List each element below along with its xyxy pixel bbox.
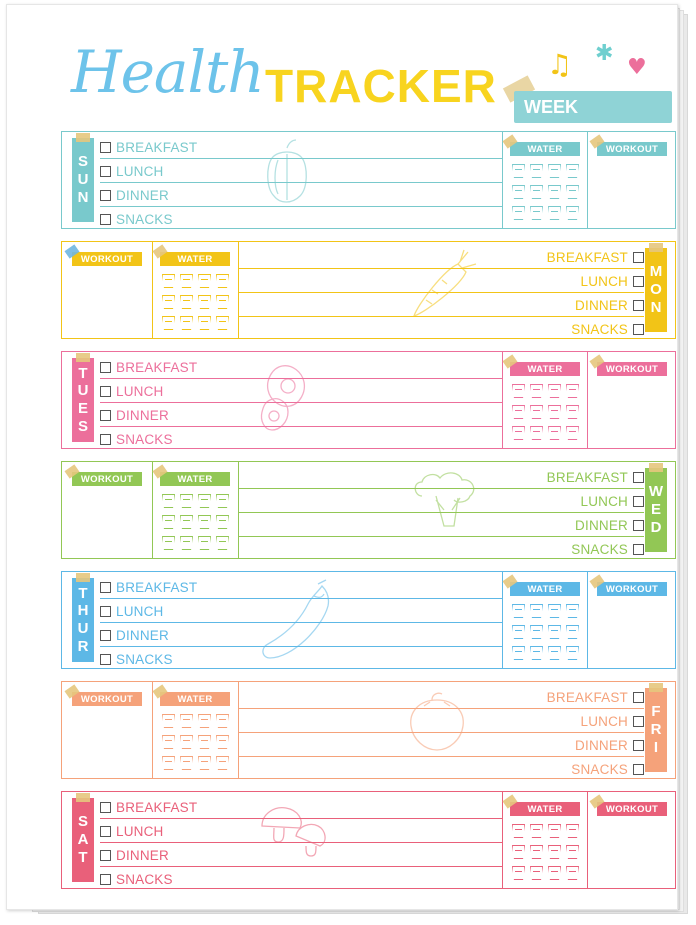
meal-checkbox[interactable] [633,496,644,507]
meal-checkbox[interactable] [100,214,111,225]
water-cup-icon[interactable] [162,274,175,288]
tab-tape [76,793,90,802]
day-tab-wed [645,468,667,552]
tab-tape [76,133,90,142]
day-block-thur [61,571,676,669]
day-letter: H [77,602,89,620]
water-label [510,802,580,816]
water-cups [162,714,230,770]
water-cup-icon[interactable] [530,604,543,618]
meal-label: LUNCH [580,493,628,509]
meal-checkbox[interactable] [633,740,644,751]
water-cup-icon[interactable] [198,515,211,529]
meal-checkbox[interactable] [633,324,644,335]
meal-label: LUNCH [580,273,628,289]
water-cup-icon[interactable] [548,625,561,639]
column-divider [502,792,503,888]
meal-label: DINNER [575,297,628,313]
day-letter: D [650,518,662,536]
meal-checkbox[interactable] [100,582,111,593]
water-cup-icon[interactable] [548,604,561,618]
water-label-text: WATER [177,473,213,485]
day-letter: U [77,382,89,400]
meal-checkbox[interactable] [100,850,111,861]
day-tab-mon [645,248,667,332]
water-cup-icon[interactable] [566,426,579,440]
water-label [510,582,580,596]
water-label-text: WATER [527,803,563,815]
label-tape [503,354,518,368]
avocado-icon [252,356,332,441]
day-tab-thur [72,578,94,662]
water-cup-icon[interactable] [566,164,579,178]
meal-label: SNACKS [571,761,628,777]
day-letter: R [77,637,89,655]
water-cup-icon[interactable] [548,824,561,838]
water-cup-icon[interactable] [216,274,229,288]
water-cup-icon[interactable] [198,735,211,749]
workout-label-text: WORKOUT [80,473,134,485]
week-field[interactable] [514,91,672,123]
water-cup-icon[interactable] [512,405,525,419]
water-cup-icon[interactable] [530,646,543,660]
meal-label: SNACKS [116,211,173,227]
meal-checkbox[interactable] [100,386,111,397]
mushroom-icon [252,796,342,871]
day-letter: O [650,281,662,299]
workout-label [72,252,142,266]
water-cup-icon[interactable] [180,536,193,550]
workout-label-text: WORKOUT [80,253,134,265]
water-label [510,362,580,376]
day-letter: E [77,400,88,417]
day-block-fri [61,681,676,779]
water-cup-icon[interactable] [530,164,543,178]
workout-label-text: WORKOUT [605,803,659,815]
column-divider [587,792,588,888]
label-tape [503,134,518,148]
column-divider [238,462,239,558]
water-cup-icon[interactable] [548,185,561,199]
water-cup-icon[interactable] [180,735,193,749]
flower-icon: ✱ [595,41,614,66]
heart-icon: ♥ [627,55,647,80]
water-cup-icon[interactable] [512,824,525,838]
day-block-mon [61,241,676,339]
column-divider [238,242,239,338]
water-cup-icon[interactable] [162,316,175,330]
tab-tape [649,243,663,252]
day-letter: T [78,364,88,382]
column-divider [238,682,239,778]
tab-tape [649,683,663,692]
tab-tape [76,353,90,362]
water-cup-icon[interactable] [216,756,229,770]
meal-checkbox[interactable] [100,434,111,445]
water-cup-icon[interactable] [566,206,579,220]
label-tape [65,464,80,478]
meal-label: BREAKFAST [116,579,198,595]
water-cups [162,494,230,550]
meal-label: BREAKFAST [546,249,628,265]
water-cup-icon[interactable] [162,494,175,508]
workout-label-text: WORKOUT [605,143,659,155]
column-divider [152,462,153,558]
pepper-icon [252,136,322,211]
label-tape [153,464,168,478]
water-cup-icon[interactable] [180,274,193,288]
water-cup-icon[interactable] [512,426,525,440]
column-divider [587,132,588,228]
day-block-tues [61,351,676,449]
meal-checkbox[interactable] [100,410,111,421]
day-letter: W [648,483,664,501]
column-divider [502,572,503,668]
water-cup-icon[interactable] [548,384,561,398]
water-cups [162,274,230,330]
water-cups [512,384,580,440]
workout-label-text: WORKOUT [605,583,659,595]
water-cup-icon[interactable] [530,824,543,838]
tomato-icon [402,686,472,761]
meal-checkbox[interactable] [633,520,644,531]
water-cup-icon[interactable] [566,824,579,838]
meal-checkbox[interactable] [633,252,644,263]
column-divider [152,242,153,338]
water-cup-icon[interactable] [566,625,579,639]
water-cup-icon[interactable] [530,845,543,859]
tab-tape [76,573,90,582]
water-cup-icon[interactable] [566,185,579,199]
meal-checkbox[interactable] [100,826,111,837]
meal-checkbox[interactable] [100,606,111,617]
water-cup-icon[interactable] [216,714,229,728]
meal-checkbox[interactable] [633,300,644,311]
water-cup-icon[interactable] [162,295,175,309]
day-tab-fri [645,688,667,772]
meal-checkbox[interactable] [100,874,111,885]
water-cup-icon[interactable] [216,494,229,508]
water-cup-icon[interactable] [548,426,561,440]
meal-label: LUNCH [116,823,164,839]
meal-checkbox[interactable] [100,630,111,641]
meal-label: DINNER [116,847,169,863]
meal-label: DINNER [116,187,169,203]
meal-checkbox[interactable] [633,276,644,287]
water-cup-icon[interactable] [530,206,543,220]
label-tape [590,134,605,148]
water-cup-icon[interactable] [216,295,229,309]
column-divider [152,682,153,778]
meal-checkbox[interactable] [100,190,111,201]
column-divider [587,352,588,448]
day-letter: U [77,620,89,637]
column-divider [502,352,503,448]
label-tape [153,244,168,258]
week-label: WEEK [524,97,578,117]
water-cup-icon[interactable] [216,735,229,749]
meal-checkbox[interactable] [633,764,644,775]
water-cup-icon[interactable] [162,536,175,550]
water-cup-icon[interactable] [180,756,193,770]
column-divider [502,132,503,228]
meal-label: DINNER [116,407,169,423]
water-cup-icon[interactable] [198,536,211,550]
workout-label [597,582,667,596]
day-letter: U [77,171,89,189]
water-cup-icon[interactable] [530,185,543,199]
day-letter: N [650,298,662,316]
label-tape [590,574,605,588]
water-cup-icon[interactable] [198,494,211,508]
water-cup-icon[interactable] [548,845,561,859]
water-cup-icon[interactable] [512,625,525,639]
water-cup-icon[interactable] [548,646,561,660]
water-cup-icon[interactable] [216,515,229,529]
tracker-page [6,4,678,910]
day-letter: F [651,703,661,721]
meal-checkbox[interactable] [100,654,111,665]
meal-label: DINNER [575,737,628,753]
meal-checkbox[interactable] [633,544,644,555]
water-cup-icon[interactable] [512,845,525,859]
meal-label: SNACKS [116,871,173,887]
meal-label: SNACKS [571,541,628,557]
water-cups [512,604,580,660]
music-note-icon: ♫ [547,48,573,81]
water-cup-icon[interactable] [548,206,561,220]
water-cup-icon[interactable] [180,515,193,529]
water-label-text: WATER [527,363,563,375]
water-cup-icon[interactable] [566,845,579,859]
water-cup-icon[interactable] [548,164,561,178]
water-label [510,142,580,156]
water-cup-icon[interactable] [162,515,175,529]
meal-label: BREAKFAST [116,139,198,155]
day-letter: R [650,721,662,739]
water-cup-icon[interactable] [566,384,579,398]
water-cup-icon[interactable] [512,206,525,220]
meal-label: SNACKS [116,651,173,667]
workout-label [597,802,667,816]
water-cup-icon[interactable] [162,756,175,770]
water-cup-icon[interactable] [512,164,525,178]
water-cup-icon[interactable] [530,625,543,639]
label-tape [65,684,80,698]
water-cup-icon[interactable] [180,714,193,728]
water-label-text: WATER [177,693,213,705]
water-cup-icon[interactable] [180,295,193,309]
meal-label: BREAKFAST [116,799,198,815]
workout-label [72,692,142,706]
workout-label [597,142,667,156]
day-block-sun [61,131,676,229]
water-cup-icon[interactable] [198,756,211,770]
water-cup-icon[interactable] [530,384,543,398]
meal-label: LUNCH [580,713,628,729]
day-letter: M [649,263,663,281]
title-health: Health [71,38,264,106]
water-cup-icon[interactable] [512,185,525,199]
tab-tape [649,463,663,472]
meal-label: BREAKFAST [546,689,628,705]
water-cup-icon[interactable] [512,646,525,660]
eggplant-icon [252,576,342,671]
water-cup-icon[interactable] [162,735,175,749]
water-cup-icon[interactable] [180,494,193,508]
water-cup-icon[interactable] [548,866,561,880]
carrot-icon [402,246,482,331]
label-tape [590,354,605,368]
water-label-text: WATER [527,143,563,155]
water-cup-icon[interactable] [548,405,561,419]
water-cup-icon[interactable] [566,866,579,880]
water-cup-icon[interactable] [216,536,229,550]
meal-label: BREAKFAST [116,359,198,375]
water-cup-icon[interactable] [530,405,543,419]
water-cup-icon[interactable] [512,866,525,880]
water-cup-icon[interactable] [512,604,525,618]
label-tape [65,244,80,258]
water-cup-icon[interactable] [566,646,579,660]
column-divider [587,572,588,668]
meal-label: DINNER [575,517,628,533]
broccoli-icon [402,466,492,541]
meal-label: LUNCH [116,163,164,179]
day-letter: S [77,417,88,435]
water-cup-icon[interactable] [198,316,211,330]
water-cup-icon[interactable] [566,604,579,618]
meal-checkbox[interactable] [633,472,644,483]
day-block-wed [61,461,676,559]
water-cup-icon[interactable] [180,316,193,330]
label-tape [503,574,518,588]
workout-label-text: WORKOUT [605,363,659,375]
meal-label: LUNCH [116,383,164,399]
meal-label: SNACKS [116,431,173,447]
meal-label: LUNCH [116,603,164,619]
water-cup-icon[interactable] [216,316,229,330]
meal-checkbox[interactable] [100,166,111,177]
workout-label [72,472,142,486]
day-letter: N [77,188,89,206]
label-tape [503,794,518,808]
label-tape [590,794,605,808]
meal-checkbox[interactable] [100,362,111,373]
water-cup-icon[interactable] [198,274,211,288]
meal-label: DINNER [116,627,169,643]
meal-checkbox[interactable] [100,802,111,813]
water-cup-icon[interactable] [198,714,211,728]
water-label-text: WATER [527,583,563,595]
water-label-text: WATER [177,253,213,265]
workout-label [597,362,667,376]
water-cup-icon[interactable] [512,384,525,398]
water-cup-icon[interactable] [162,714,175,728]
water-label [160,252,230,266]
water-cup-icon[interactable] [530,426,543,440]
water-label [160,692,230,706]
day-letter: T [78,848,88,866]
water-label [160,472,230,486]
label-tape [153,684,168,698]
meal-checkbox[interactable] [633,692,644,703]
title-tracker: TRACKER [265,60,497,112]
day-block-sat [61,791,676,889]
day-letter: I [653,738,659,756]
day-tab-tues [72,358,94,442]
workout-label-text: WORKOUT [80,693,134,705]
water-cups [512,824,580,880]
day-letter: A [77,831,89,849]
day-letter: T [78,584,88,602]
water-cup-icon[interactable] [530,866,543,880]
meal-label: SNACKS [571,321,628,337]
water-cup-icon[interactable] [566,405,579,419]
water-cup-icon[interactable] [198,295,211,309]
day-letter: S [77,813,88,831]
meal-label: BREAKFAST [546,469,628,485]
day-letter: S [77,153,88,171]
day-tab-sun [72,138,94,222]
meal-checkbox[interactable] [100,142,111,153]
water-cups [512,164,580,220]
day-tab-sat [72,798,94,882]
meal-checkbox[interactable] [633,716,644,727]
day-letter: E [650,501,661,519]
